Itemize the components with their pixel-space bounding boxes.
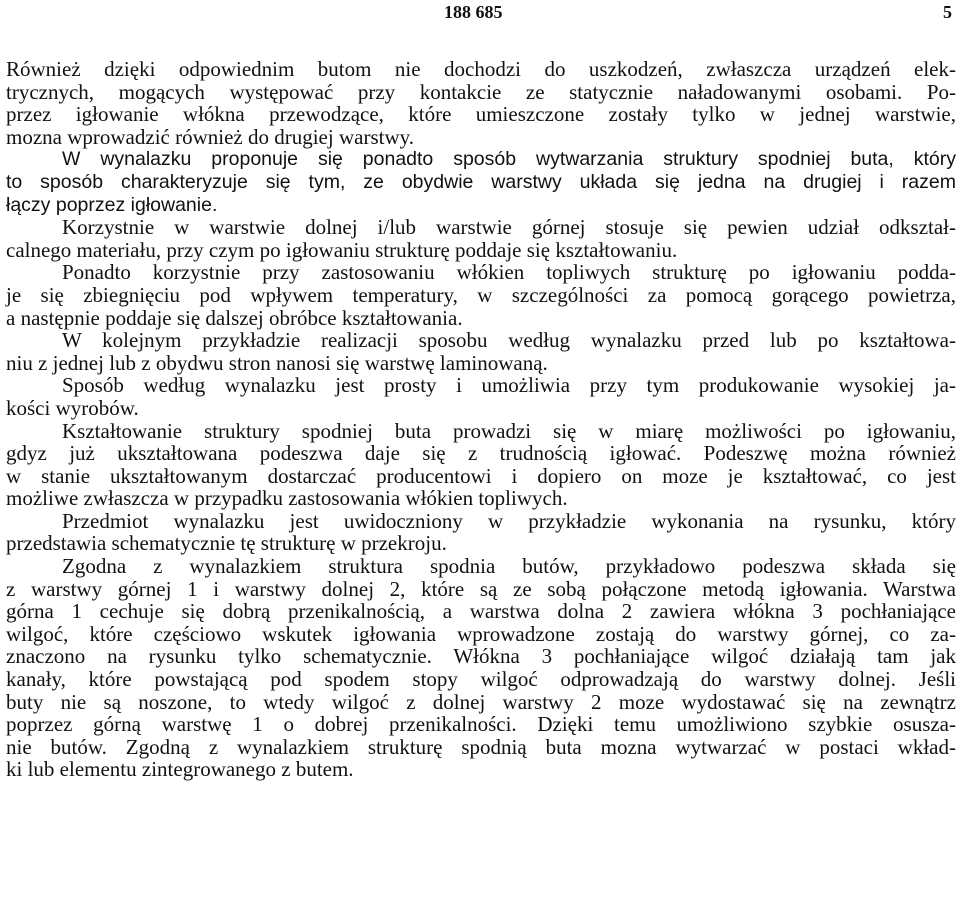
body-text [6,58,956,781]
text-line: z warstwy górnej 1 i warstwy dolnej 2, które są ze sobą połączone metodą igłowania. Warstwa [6,576,956,601]
text-line: buty nie są noszone, to wtedy wilgoć z dolnej warstwy 2 moze wydostawać się na zewnątrz [6,689,956,714]
text-line: gdyz już ukształtowana podeszwa daje się z trudnością igłować. Podeszwę można również [6,441,956,466]
text-line: to sposób charakteryzuje się tym, ze obydwie warstwy układa się jedna na drugiej i razem [6,170,956,193]
text-line: je się zbiegnięciu pod wpływem temperatury, w szczególności za pomocą gorącego powietrza, [6,282,956,307]
text-line: nie butów. Zgodną z wynalazkiem strukturę spodnią buta mozna wytwarzać w postaci wkład- [6,734,956,759]
text-line: wilgoć, które częściowo wskutek igłowania wprowadzone zostają do warstwy górnej, co za- [6,621,956,646]
text-line: Kształtowanie struktury spodniej buta prowadzi się w miarę możliwości po igłowaniu, [62,418,956,443]
text-line: mozna wprowadzić również do drugiej warstwy. [6,124,415,149]
text-line: Korzystnie w warstwie dolnej i/lub warstwie górnej stosuje się pewien udział odkształ- [62,215,956,240]
text-line: calnego materiału, przy czym po igłowaniu strukturę poddaje się kształtowaniu. [6,237,678,262]
text-line: możliwe zwłaszcza w przypadku zastosowania włókien topliwych. [6,486,568,511]
text-line: kości wyrobów. [6,395,139,420]
text-line: Zgodna z wynalazkiem struktura spodnia butów, przykładowo podeszwa składa się [62,554,956,579]
page-number: 5 [943,2,952,22]
text-line: górna 1 cechuje się dobrą przenikalnością, a warstwa dolna 2 zawiera włókna 3 pochłaniające [6,599,956,624]
text-line: poprzez górną warstwę 1 o dobrej przenikalności. Dzięki temu umożliwiono szybkie osusza- [6,712,956,737]
page-header [0,0,960,30]
text-line: trycznych, mogących występować przy kontakcie ze statycznie naładowanymi osobami. Po- [6,79,956,104]
document-number: 188 685 [444,2,503,22]
text-line: W kolejnym przykładzie realizacji sposobu według wynalazku przed lub po kształtowa- [62,328,956,353]
text-line: Również dzięki odpowiednim butom nie dochodzi do uszkodzeń, zwłaszcza urządzeń elek- [6,57,956,81]
text-line: ki lub elementu zintegrowanego z butem. [6,757,354,782]
text-line: kanały, które powstającą pod spodem stopy wilgoć odprowadzają do warstwy dolnej. Jeśli [6,667,956,692]
text-line: Sposób według wynalazku jest prosty i umożliwia przy tym produkowanie wysokiej ja- [62,373,956,398]
text-line: łączy poprzez igłowanie. [6,193,218,216]
text-line: niu z jednej lub z obydwu stron nanosi się warstwę laminowaną. [6,350,548,375]
text-line: W wynalazku proponuje się ponadto sposób wytwarzania struktury spodniej buta, który [62,148,956,171]
text-line: przez igłowanie włókna przewodzące, które umieszczone zostały tylko w jednej warstwie, [6,102,956,127]
text-line: znaczono na rysunku tylko schematycznie. Włókna 3 pochłaniające wilgoć działają tam jak [6,644,956,669]
text-line: Ponadto korzystnie przy zastosowaniu włókien topliwych strukturę po igłowaniu podda- [62,260,956,285]
text-line: przedstawia schematycznie tę strukturę w przekroju. [6,531,447,556]
text-line: Przedmiot wynalazku jest uwidoczniony w przykładzie wykonania na rysunku, który [62,508,956,533]
text-line: w stanie ukształtowanym dostarczać producentowi i dopiero on moze je kształtować, co jest [6,463,956,488]
text-line: a następnie poddaje się dalszej obróbce kształtowania. [6,305,463,330]
